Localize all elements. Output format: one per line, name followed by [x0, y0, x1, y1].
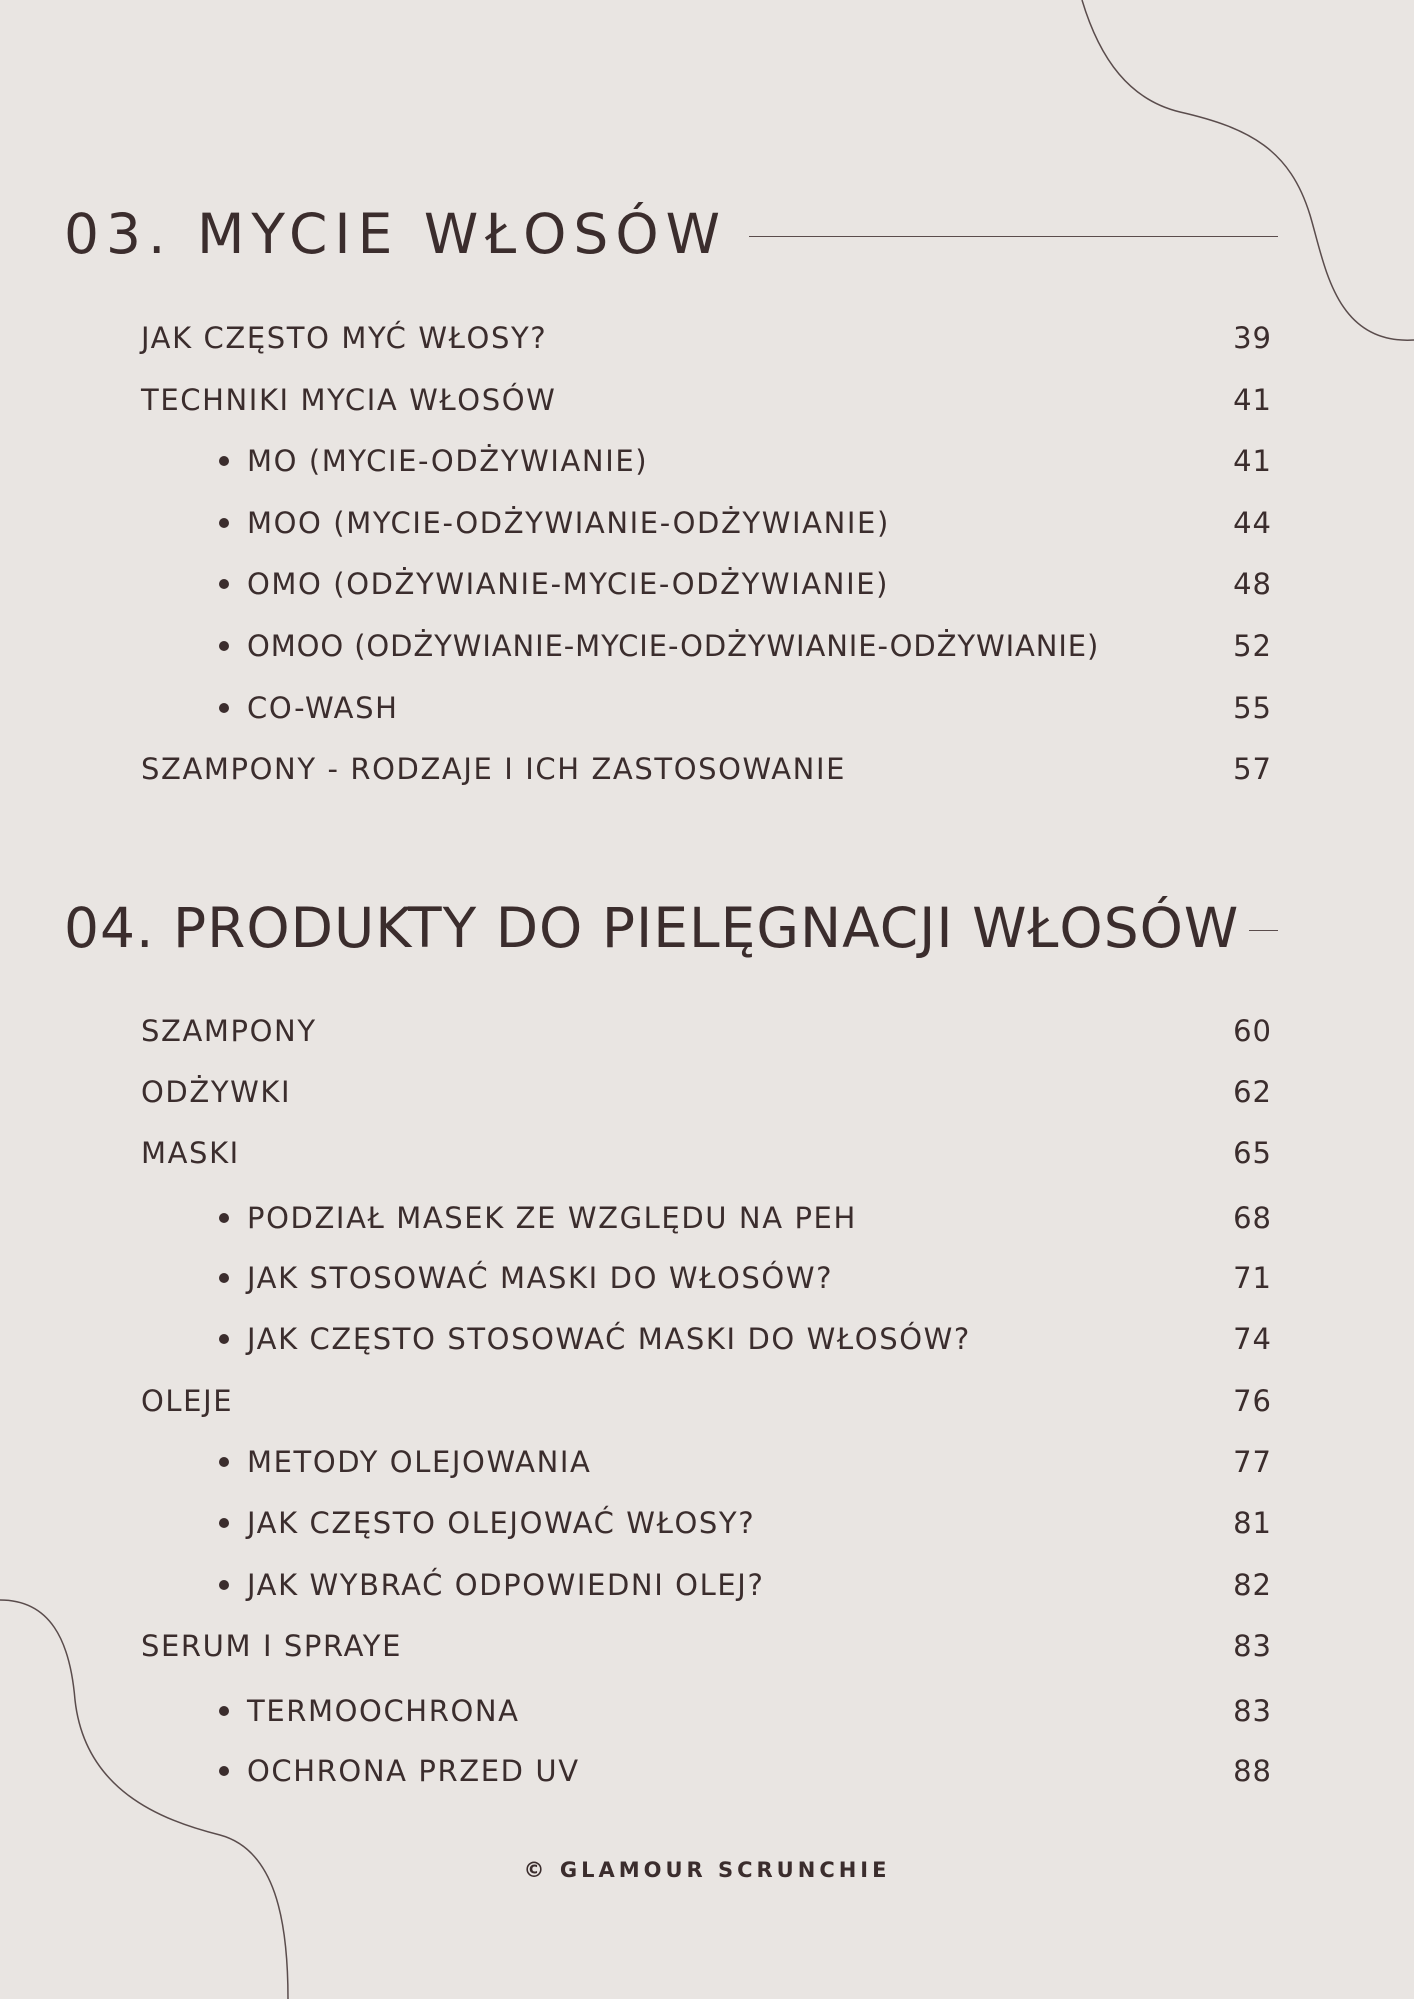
toc-entry-page: 76 [1233, 1384, 1272, 1418]
toc-entry-label: OLEJE [141, 1384, 234, 1418]
toc-entry-label: JAK STOSOWAĆ MASKI DO WŁOSÓW? [247, 1261, 834, 1295]
toc-entry-page: 44 [1233, 506, 1272, 540]
toc-entry-page: 39 [1233, 321, 1272, 355]
bullet-icon [219, 703, 229, 713]
toc-subentry[interactable] [0, 1691, 1272, 1731]
toc-entry-label: MO (MYCIE-ODŻYWIANIE) [247, 444, 649, 478]
heading-divider [749, 236, 1278, 237]
bullet-icon [219, 1518, 229, 1528]
toc-subentry[interactable] [0, 1751, 1272, 1791]
toc-subentry[interactable] [0, 1319, 1272, 1359]
bullet-icon [219, 1766, 229, 1776]
toc-entry-label: SERUM I SPRAYE [141, 1629, 403, 1663]
toc-entry-label: JAK WYBRAĆ ODPOWIEDNI OLEJ? [247, 1568, 765, 1602]
bullet-icon [219, 641, 229, 651]
toc-entry-label: ODŻYWKI [141, 1075, 292, 1109]
toc-entry-page: 83 [1233, 1694, 1272, 1728]
toc-entry-page: 82 [1233, 1568, 1272, 1602]
section-heading-text: 04. PRODUKTY DO PIELĘGNACJI WŁOSÓW [64, 896, 1240, 960]
toc-entry-page: 81 [1233, 1506, 1272, 1540]
toc-subentry[interactable] [0, 441, 1272, 481]
toc-subentry[interactable] [0, 503, 1272, 543]
toc-subentry[interactable] [0, 626, 1272, 666]
toc-entry-label: MASKI [141, 1136, 240, 1170]
toc-entry-page: 57 [1233, 752, 1272, 786]
toc-entry-page: 48 [1233, 567, 1272, 601]
toc-entry-page: 71 [1233, 1261, 1272, 1295]
toc-entry-label: OMOO (ODŻYWIANIE-MYCIE-ODŻYWIANIE-ODŻYWIANIE) [247, 629, 1100, 663]
bullet-icon [219, 1334, 229, 1344]
toc-entry-label: SZAMPONY [141, 1014, 317, 1048]
toc-entry-label: OMO (ODŻYWIANIE-MYCIE-ODŻYWIANIE) [247, 567, 890, 601]
toc-entry-label: OCHRONA PRZED UV [247, 1754, 580, 1788]
toc-entry-page: 60 [1233, 1014, 1272, 1048]
toc-entry[interactable] [0, 1011, 1272, 1051]
toc-entry[interactable] [0, 1626, 1272, 1666]
toc-entry-page: 62 [1233, 1075, 1272, 1109]
bullet-icon [219, 1273, 229, 1283]
toc-entry-label: PODZIAŁ MASEK ZE WZGLĘDU NA PEH [247, 1201, 857, 1235]
footer-copyright: © GLAMOUR SCRUNCHIE [523, 1858, 891, 1882]
toc-subentry[interactable] [0, 688, 1272, 728]
toc-entry-label: METODY OLEJOWANIA [247, 1445, 592, 1479]
toc-entry-label: MOO (MYCIE-ODŻYWIANIE-ODŻYWIANIE) [247, 506, 890, 540]
section-heading-04 [64, 896, 1278, 960]
toc-entry[interactable] [0, 749, 1272, 789]
section-heading-03 [64, 202, 1278, 266]
toc-entry[interactable] [0, 1381, 1272, 1421]
toc-entry-label: SZAMPONY - RODZAJE I ICH ZASTOSOWANIE [141, 752, 847, 786]
toc-subentry[interactable] [0, 1503, 1272, 1543]
toc-entry-page: 88 [1233, 1754, 1272, 1788]
bullet-icon [219, 1457, 229, 1467]
section-heading-text: 03. MYCIE WŁOSÓW [64, 202, 728, 266]
toc-subentry[interactable] [0, 1198, 1272, 1238]
toc-entry-label: JAK CZĘSTO STOSOWAĆ MASKI DO WŁOSÓW? [247, 1322, 971, 1356]
toc-entry[interactable] [0, 1133, 1272, 1173]
toc-subentry[interactable] [0, 1442, 1272, 1482]
heading-divider [1249, 930, 1278, 931]
bullet-icon [219, 456, 229, 466]
toc-entry-label: TERMOOCHRONA [247, 1694, 520, 1728]
toc-subentry[interactable] [0, 1565, 1272, 1605]
toc-entry[interactable] [0, 318, 1272, 358]
toc-entry-page: 41 [1233, 383, 1272, 417]
bullet-icon [219, 579, 229, 589]
bullet-icon [219, 1213, 229, 1223]
toc-entry[interactable] [0, 1072, 1272, 1112]
toc-subentry[interactable] [0, 564, 1272, 604]
toc-entry-page: 55 [1233, 691, 1272, 725]
bullet-icon [219, 518, 229, 528]
toc-entry-page: 41 [1233, 444, 1272, 478]
toc-entry-page: 68 [1233, 1201, 1272, 1235]
toc-entry[interactable] [0, 380, 1272, 420]
toc-subentry[interactable] [0, 1258, 1272, 1298]
toc-entry-label: CO-WASH [247, 691, 399, 725]
bullet-icon [219, 1580, 229, 1590]
toc-entry-label: JAK CZĘSTO OLEJOWAĆ WŁOSY? [247, 1506, 756, 1540]
toc-entry-label: JAK CZĘSTO MYĆ WŁOSY? [141, 321, 548, 355]
toc-entry-page: 65 [1233, 1136, 1272, 1170]
toc-entry-page: 77 [1233, 1445, 1272, 1479]
bullet-icon [219, 1706, 229, 1716]
toc-entry-page: 83 [1233, 1629, 1272, 1663]
toc-entry-page: 74 [1233, 1322, 1272, 1356]
toc-entry-page: 52 [1233, 629, 1272, 663]
toc-entry-label: TECHNIKI MYCIA WŁOSÓW [141, 383, 557, 417]
